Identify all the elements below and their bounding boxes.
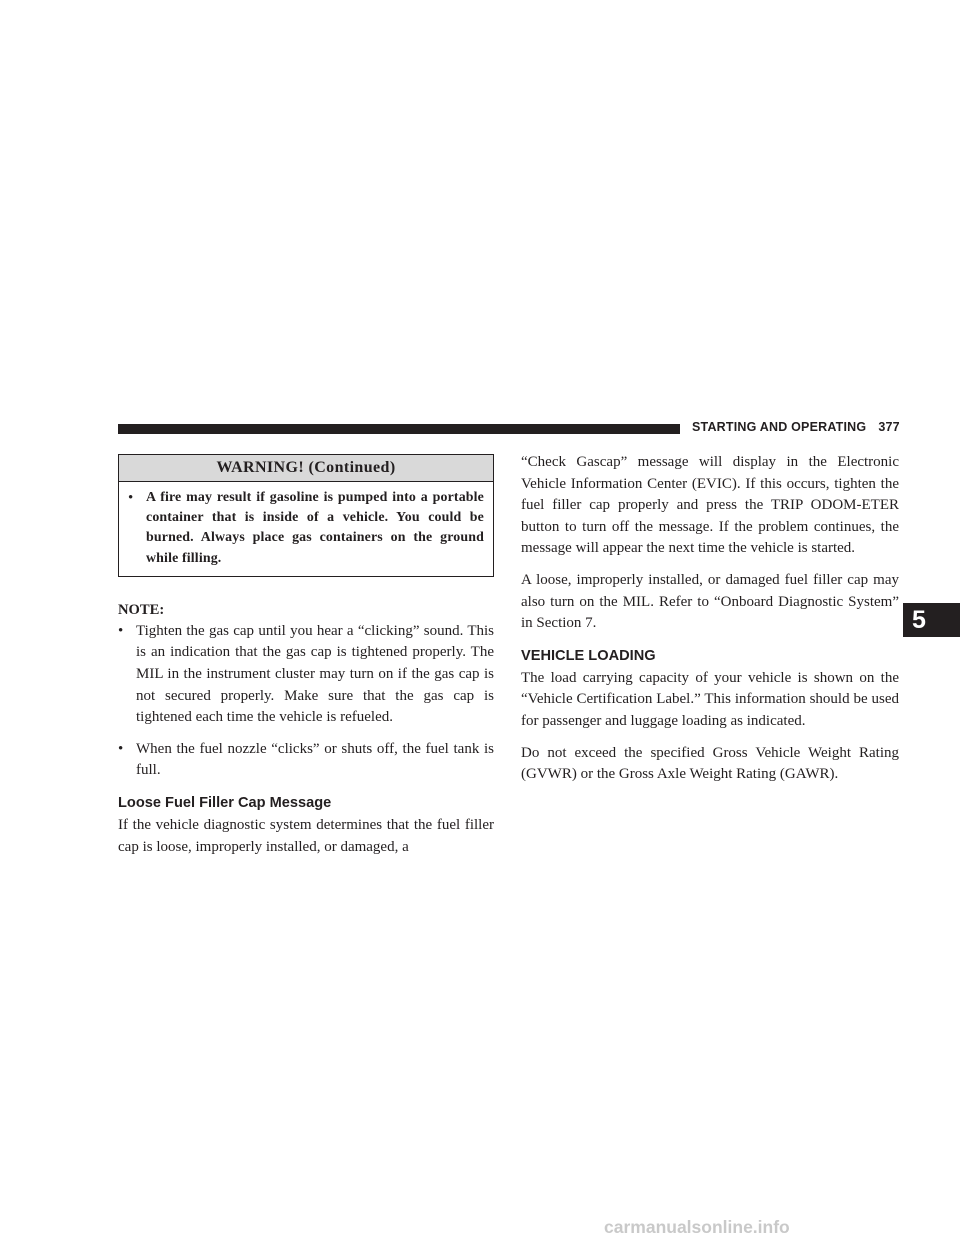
- page-number: 377: [878, 420, 900, 434]
- bullet-icon: •: [118, 622, 124, 639]
- bullet-icon: •: [118, 740, 124, 757]
- right-column: [521, 452, 899, 786]
- section-title: STARTING AND OPERATING: [692, 420, 867, 434]
- loose-cap-paragraph-start: If the vehicle diagnostic system determines that the fuel filler cap is loose, improperly installed, or damaged, a: [118, 816, 494, 855]
- header-rule: [118, 424, 680, 434]
- vehicle-loading-paragraph-2: Do not exceed the specified Gross Vehicle Weight Rating (GVWR) or the Gross Axle Weight Rating (GAWR).: [521, 744, 899, 783]
- note-bullet: [118, 739, 494, 782]
- left-column: [118, 454, 494, 858]
- warning-bullet-text: A fire may result if gasoline is pumped into a portable container that is inside of a vehicle. You could be burned. Always place gas containers on the ground while filling.: [146, 490, 484, 566]
- warning-bullet: [128, 488, 484, 569]
- bullet-icon: •: [128, 490, 134, 506]
- vehicle-loading-paragraph-1: The load carrying capacity of your vehicle is shown on the “Vehicle Certification Label.” This information should be used for passenger and luggage loading as indicated.: [521, 669, 899, 729]
- warning-title: WARNING! (Continued): [119, 455, 493, 482]
- warning-body: [119, 482, 493, 576]
- note-bullet-text: When the fuel nozzle “clicks” or shuts off, the fuel tank is full.: [136, 740, 494, 779]
- vehicle-loading-heading: VEHICLE LOADING: [521, 647, 656, 664]
- loose-cap-paragraph-2: A loose, improperly installed, or damaged fuel filler cap may also turn on the MIL. Refer to “Onboard Diagnostic System” in Section 7.: [521, 571, 899, 632]
- loose-cap-paragraph-continued: “Check Gascap” message will display in the Electronic Vehicle Information Center (EVIC). If this occurs, tighten the fuel filler cap properly and press the TRIP ODOM-ETER button to turn off the message. If the problem continues, the message will appear the next time the vehicle is started.: [521, 454, 899, 557]
- loose-cap-heading: Loose Fuel Filler Cap Message: [118, 794, 332, 811]
- warning-box: [118, 454, 494, 577]
- running-header: [692, 420, 902, 434]
- section-tab: 5: [903, 603, 960, 637]
- watermark: carmanualsonline.info: [604, 1217, 790, 1237]
- note-bullet: [118, 621, 494, 729]
- note-label: NOTE:: [118, 601, 165, 618]
- note-bullet-text: Tighten the gas cap until you hear a “clicking” sound. This is an indication that the gas cap is tightened properly. The MIL in the instrument cluster may turn on if the gas cap is not secured properly. Make sure that the gas cap is tightened each time the vehicle is refueled.: [136, 622, 494, 726]
